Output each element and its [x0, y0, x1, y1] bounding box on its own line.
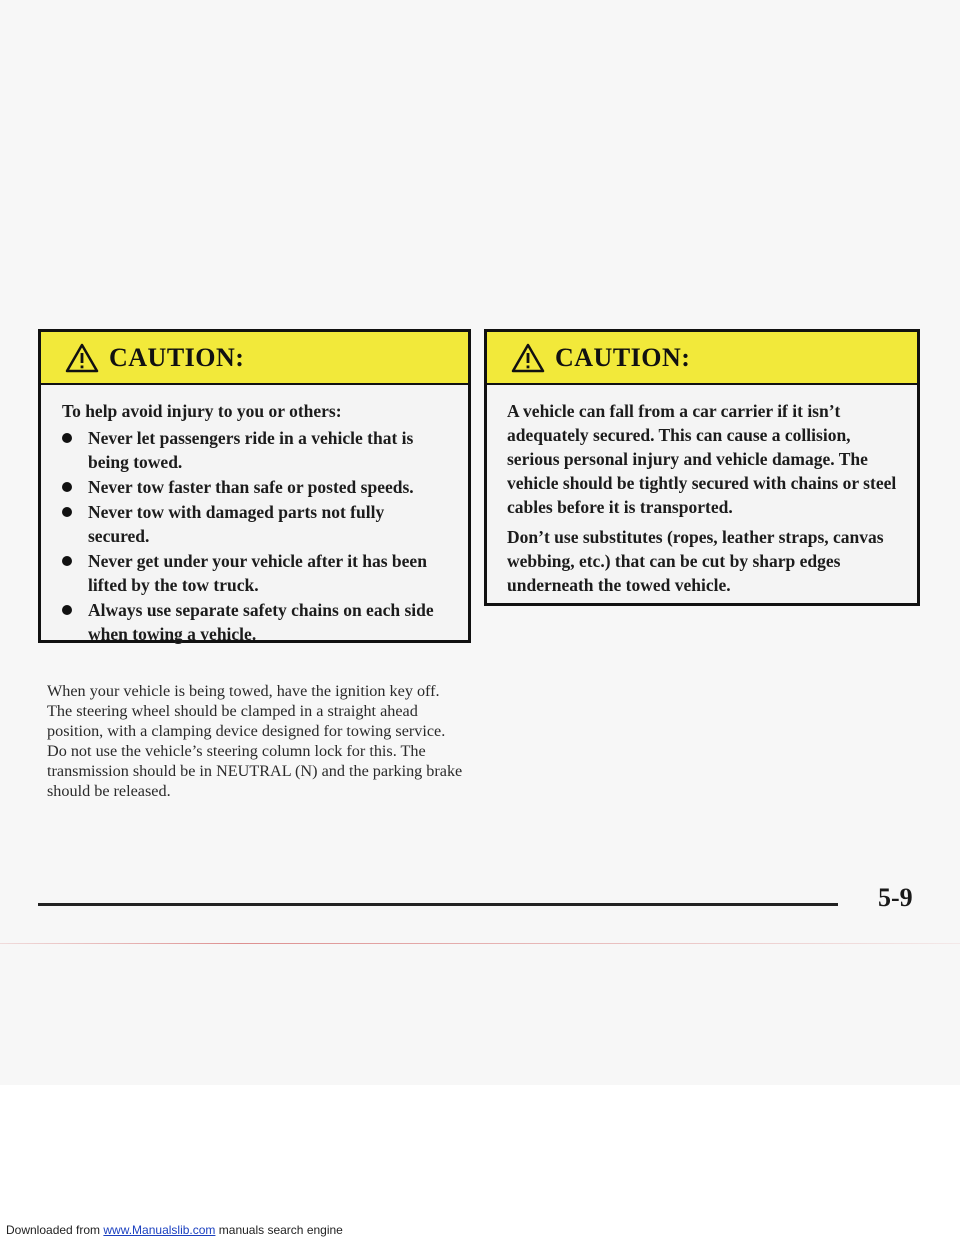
- bullet-dot-icon: [62, 605, 72, 615]
- bullet-text: Never tow faster than safe or posted speeds.: [88, 477, 414, 497]
- caution-bullet-item: [62, 475, 448, 499]
- caution-bullet-item: [62, 500, 448, 548]
- download-footer: [6, 1223, 343, 1237]
- scan-divider-line: [0, 943, 960, 944]
- bullet-text: Always use separate safety chains on each side when towing a vehicle.: [88, 600, 434, 644]
- caution-bullet-item: [62, 549, 448, 597]
- caution-header: [41, 332, 468, 385]
- bullet-dot-icon: [62, 507, 72, 517]
- bullet-text: Never let passengers ride in a vehicle that is being towed.: [88, 428, 414, 472]
- page-number: 5-9: [878, 883, 913, 912]
- caution-title: CAUTION:: [109, 342, 245, 372]
- bullet-text: Never tow with damaged parts not fully secured.: [88, 502, 385, 546]
- caution-title: CAUTION:: [555, 342, 691, 372]
- caution-bullet-list: [62, 426, 448, 646]
- towing-instructions-paragraph: When your vehicle is being towed, have the ignition key off. The steering wheel should be clamped in a straight ahead position, with a clamping device designed for towing service. Do not use the vehicle’s steering column lock for this. The transmission should be in NEUTRAL (N) and the parking brake should be released.: [47, 682, 463, 801]
- bullet-text: Never get under your vehicle after it has been lifted by the tow truck.: [88, 551, 427, 595]
- bullet-dot-icon: [62, 556, 72, 566]
- footer-suffix: manuals search engine: [215, 1223, 343, 1237]
- page-footer-rule: [38, 903, 838, 906]
- caution-paragraph: Don’t use substitutes (ropes, leather straps, canvas webbing, etc.) that can be cut by sharp edges underneath the towed vehicle.: [507, 527, 884, 595]
- caution-header: [487, 332, 917, 385]
- caution-bullet-item: [62, 426, 448, 474]
- warning-triangle-icon: [65, 343, 99, 373]
- bullet-dot-icon: [62, 433, 72, 443]
- caution-body: [487, 385, 917, 597]
- caution-paragraph: A vehicle can fall from a car carrier if it isn’t adequately secured. This can cause a collision, serious personal injury and vehicle damage. The vehicle should be tightly secured with chains or steel cables before it is transported.: [507, 401, 897, 517]
- footer-prefix: Downloaded from: [6, 1223, 104, 1237]
- caution-body: [41, 385, 468, 646]
- manualslib-link[interactable]: www.Manualslib.com: [103, 1223, 216, 1237]
- warning-triangle-icon: [511, 343, 545, 373]
- caution-box-towing-safety: [38, 329, 471, 643]
- caution-bullet-item: [62, 598, 448, 646]
- bullet-dot-icon: [62, 482, 72, 492]
- caution-box-car-carrier: [484, 329, 920, 606]
- caution-intro: To help avoid injury to you or others:: [62, 401, 342, 421]
